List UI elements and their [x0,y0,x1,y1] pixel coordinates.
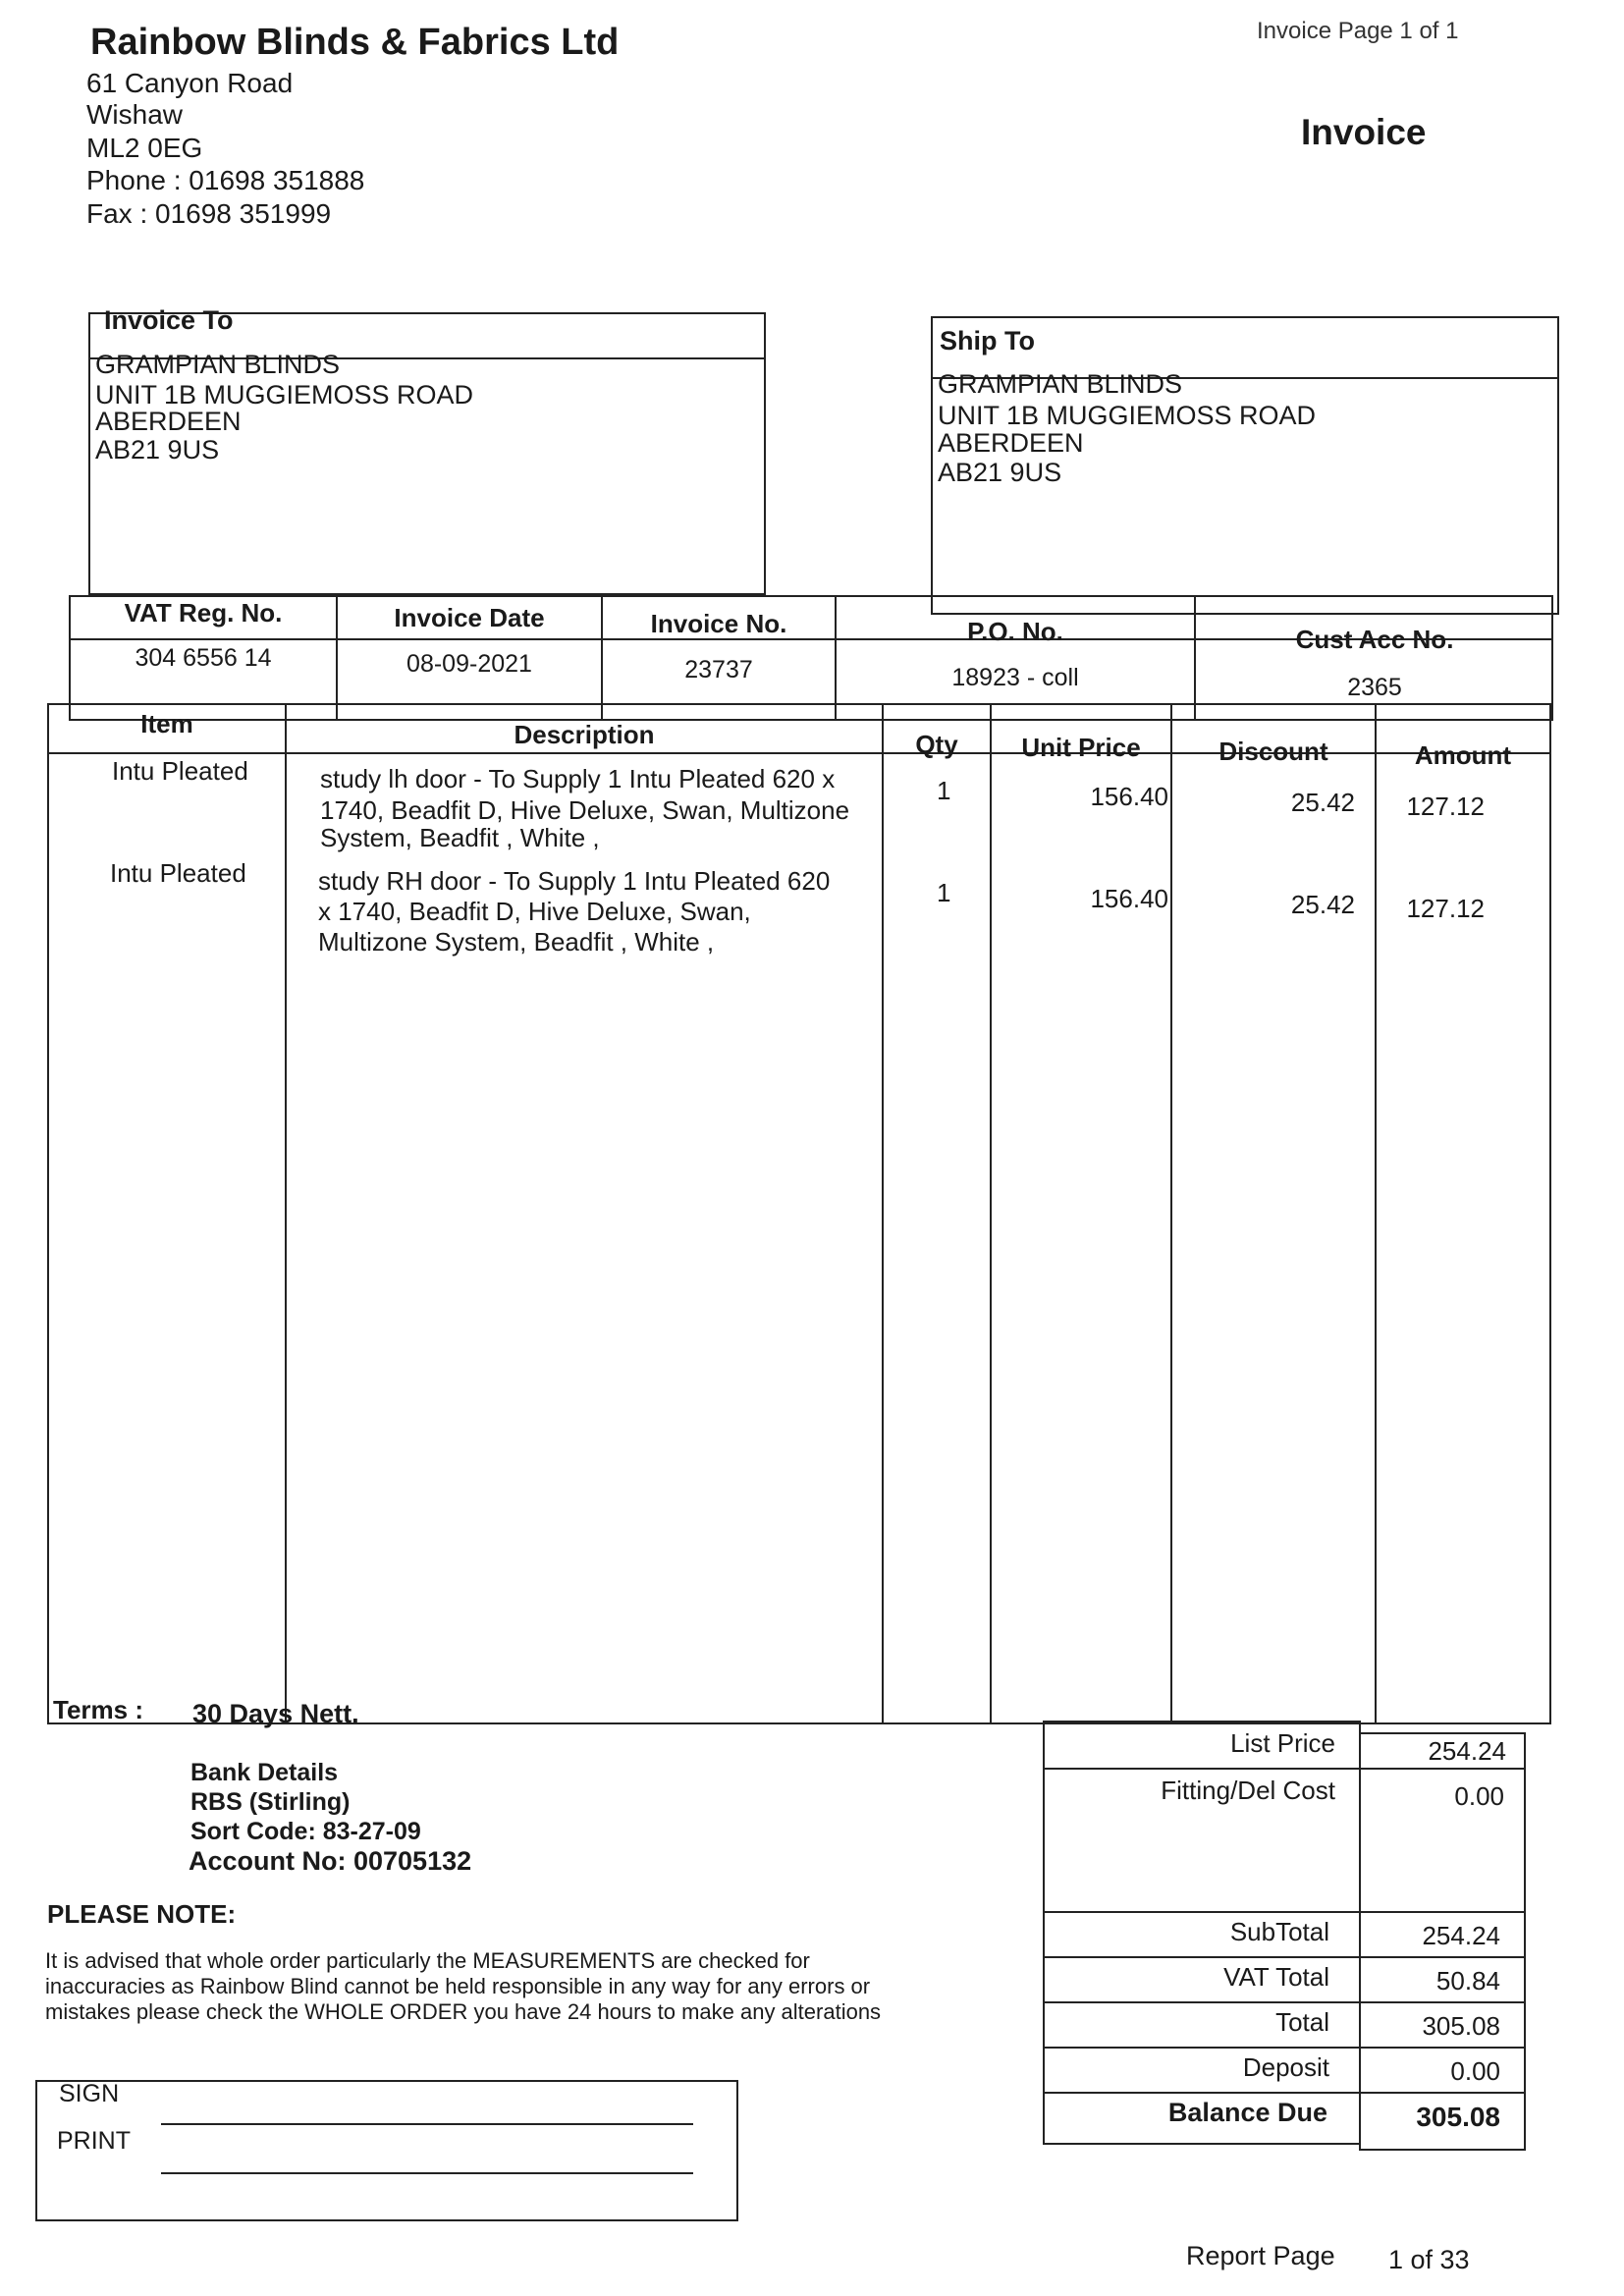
column-header-description: Description [514,720,655,749]
divider [990,703,992,1724]
column-header-item: Item [140,709,193,738]
invoice-to-line: UNIT 1B MUGGIEMOSS ROAD [95,380,474,410]
vat-total-label: VAT Total [1223,1962,1329,1992]
po-number-value: 18923 - coll [951,664,1079,691]
divider [835,595,837,721]
divider [1043,2047,1526,2049]
divider [1170,703,1172,1724]
table-row-description-line: Multizone System, Beadfit , White , [318,927,715,957]
ship-to-line: ABERDEEN [938,428,1084,458]
divider [1043,2001,1526,2003]
company-fax: Fax : 01698 351999 [86,198,332,229]
vat-reg-value: 304 6556 14 [135,644,272,672]
ship-to-line: AB21 9US [938,458,1062,487]
ship-to-line: UNIT 1B MUGGIEMOSS ROAD [938,401,1317,430]
divider [1043,1768,1526,1770]
document-title: Invoice [1301,112,1427,152]
print-line[interactable] [161,2172,693,2174]
divider [1043,1956,1526,1958]
company-phone: Phone : 01698 351888 [86,165,365,195]
bank-account-number: Account No: 00705132 [189,1846,472,1876]
subtotal-label: SubTotal [1229,1917,1329,1946]
table-row-qty: 1 [937,776,951,805]
report-page-label: Report Page [1186,2241,1335,2270]
table-row-discount: 25.42 [1290,890,1355,919]
sign-label: SIGN [59,2080,120,2107]
ship-to-heading: Ship To [940,326,1035,355]
table-row-item: Intu Pleated [110,858,246,888]
divider [1043,1911,1526,1913]
bank-name: RBS (Stirling) [190,1788,351,1816]
table-row-description-line: System, Beadfit , White , [320,823,600,852]
column-header-amount: Amount [1414,740,1512,770]
ship-to-line: GRAMPIAN BLINDS [938,369,1183,399]
invoice-to-heading: Invoice To [104,305,234,335]
bank-sort-code: Sort Code: 83-27-09 [190,1818,421,1845]
vat-reg-label: VAT Reg. No. [124,598,283,628]
table-row-unit-price: 156.40 [1090,782,1168,811]
cust-acc-value: 2365 [1347,674,1402,701]
invoice-to-line: ABERDEEN [95,407,242,436]
subtotal-value: 254.24 [1422,1921,1500,1950]
fitting-del-cost-value: 0.00 [1454,1781,1504,1811]
deposit-label: Deposit [1242,2052,1329,2082]
invoice-to-line: AB21 9US [95,435,220,465]
company-address-line: Wishaw [86,99,184,130]
fitting-del-cost-label: Fitting/Del Cost [1161,1776,1335,1805]
table-row-description-line: study lh door - To Supply 1 Intu Pleated 620 x [320,764,836,793]
invoice-to-line: GRAMPIAN BLINDS [95,350,341,379]
company-address-line: 61 Canyon Road [86,68,294,98]
total-label: Total [1275,2007,1329,2037]
table-row-amount: 127.12 [1406,792,1485,821]
list-price-label: List Price [1230,1728,1335,1758]
bank-details-heading: Bank Details [190,1759,339,1786]
table-row-description-line: x 1740, Beadfit D, Hive Deluxe, Swan, [318,897,751,926]
invoice-page-indicator: Invoice Page 1 of 1 [1257,18,1459,44]
column-header-qty: Qty [915,730,958,759]
table-row-description-line: study RH door - To Supply 1 Intu Pleated 620 [318,866,831,896]
invoice-number-value: 23737 [684,656,753,683]
table-row-unit-price: 156.40 [1090,884,1168,913]
item-table [47,703,1551,1724]
balance-due-label: Balance Due [1167,2098,1327,2127]
company-name: Rainbow Blinds & Fabrics Ltd [90,22,620,63]
table-row-item: Intu Pleated [112,756,248,786]
terms-label: Terms : [53,1695,143,1724]
column-header-unit-price: Unit Price [1021,733,1141,762]
vat-total-value: 50.84 [1435,1966,1500,1995]
table-row-amount: 127.12 [1406,894,1485,923]
deposit-value: 0.00 [1450,2056,1500,2086]
list-price-value: 254.24 [1428,1736,1506,1766]
signature-box [35,2080,738,2221]
note-text-line: inaccuracies as Rainbow Blind cannot be held responsible in any way for any errors or [45,1974,871,1998]
table-row-description-line: 1740, Beadfit D, Hive Deluxe, Swan, Multizone [320,795,850,825]
divider [285,703,287,1724]
report-page-value: 1 of 33 [1388,2245,1470,2274]
invoice-number-label: Invoice No. [650,609,787,638]
invoice-date-value: 08-09-2021 [406,650,532,678]
balance-due-value: 305.08 [1416,2102,1500,2132]
column-header-discount: Discount [1218,737,1328,766]
company-address-line: ML2 0EG [86,133,203,163]
note-text-line: mistakes please check the WHOLE ORDER you have 24 hours to make any alterations [45,1999,882,2024]
please-note-heading: PLEASE NOTE: [47,1899,237,1929]
divider [882,703,884,1724]
divider [1043,2092,1526,2094]
divider [1375,703,1377,1724]
print-label: PRINT [57,2127,131,2155]
table-row-discount: 25.42 [1290,788,1355,817]
terms-value: 30 Days Nett. [192,1699,359,1728]
sign-line[interactable] [161,2123,693,2125]
po-number-label: P.O. No. [967,617,1063,646]
total-value: 305.08 [1422,2011,1500,2041]
note-text-line: It is advised that whole order particularly the MEASUREMENTS are checked for [45,1948,810,1973]
table-row-qty: 1 [937,878,951,907]
invoice-date-label: Invoice Date [394,603,545,632]
cust-acc-label: Cust Acc No. [1295,625,1454,654]
